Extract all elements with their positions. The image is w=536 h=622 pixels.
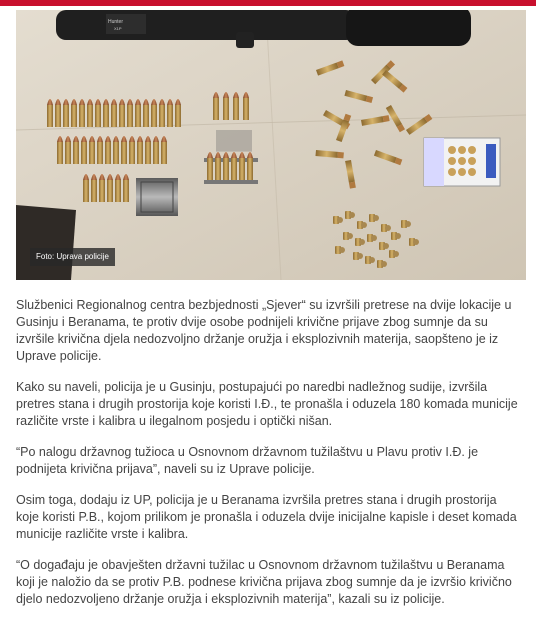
article-photo [16,10,526,280]
seized-ammunition-image [16,10,526,280]
article-paragraph: “O događaju je obavješten državni tužilac u Osnovnom državnom tužilaštvu u Beranama koji je naložio da se protiv P.B. podnese krivična prijava zbog sumnje da je izvršio krivično djelo nedozvoljeno držanje oružja i eksplozivnih materija”, kazali su iz policije. [16,558,512,606]
ammunition-box [424,138,500,186]
site-header-bar [0,0,536,6]
article-paragraph: Službenici Regionalnog centra bezbjednosti „Sjever“ su izvršili pretrese na dvije lokacije u Gusinju i Beranama, te protiv dvije osobe podnijeli krivične prijave zbog sumnje da su izvršile krivična djela nedozvoljno držanje oružja i eksplozivnih materija, saopšteno je iz Uprave policije. [16,298,512,363]
photo-caption: Foto: Uprava policije [30,248,115,266]
article-paragraph: “Po nalogu državnog tužioca u Osnovnom državnom tužilaštvu u Plavu protiv I.Đ. je podnijeta krivična prijava”, naveli su iz Uprave policije. [16,445,479,476]
article-paragraph: Kako su naveli, policija je u Gusinju, postupajući po naredbi nadležnog sudije, izvršila pretres stana i drugih prostorija koje koristi I.Đ., te pronašla i oduzela 180 komada municije različite vrste i kalibra u ilegalnom posjedu i optički nišan. [16,380,518,428]
article-body [16,297,522,622]
svg-text:X1P: X1P [114,26,122,31]
svg-text:Hunter: Hunter [108,19,124,25]
article-paragraph: Osim toga, dodaju iz UP, policija je u Beranama izvršila pretres stana i drugih prostorija koje koristi P.B., kojom prilikom je pronašla i oduzela dvije inicijalne kapisle i deset komada municije različite vrste i kalibra. [16,493,517,541]
